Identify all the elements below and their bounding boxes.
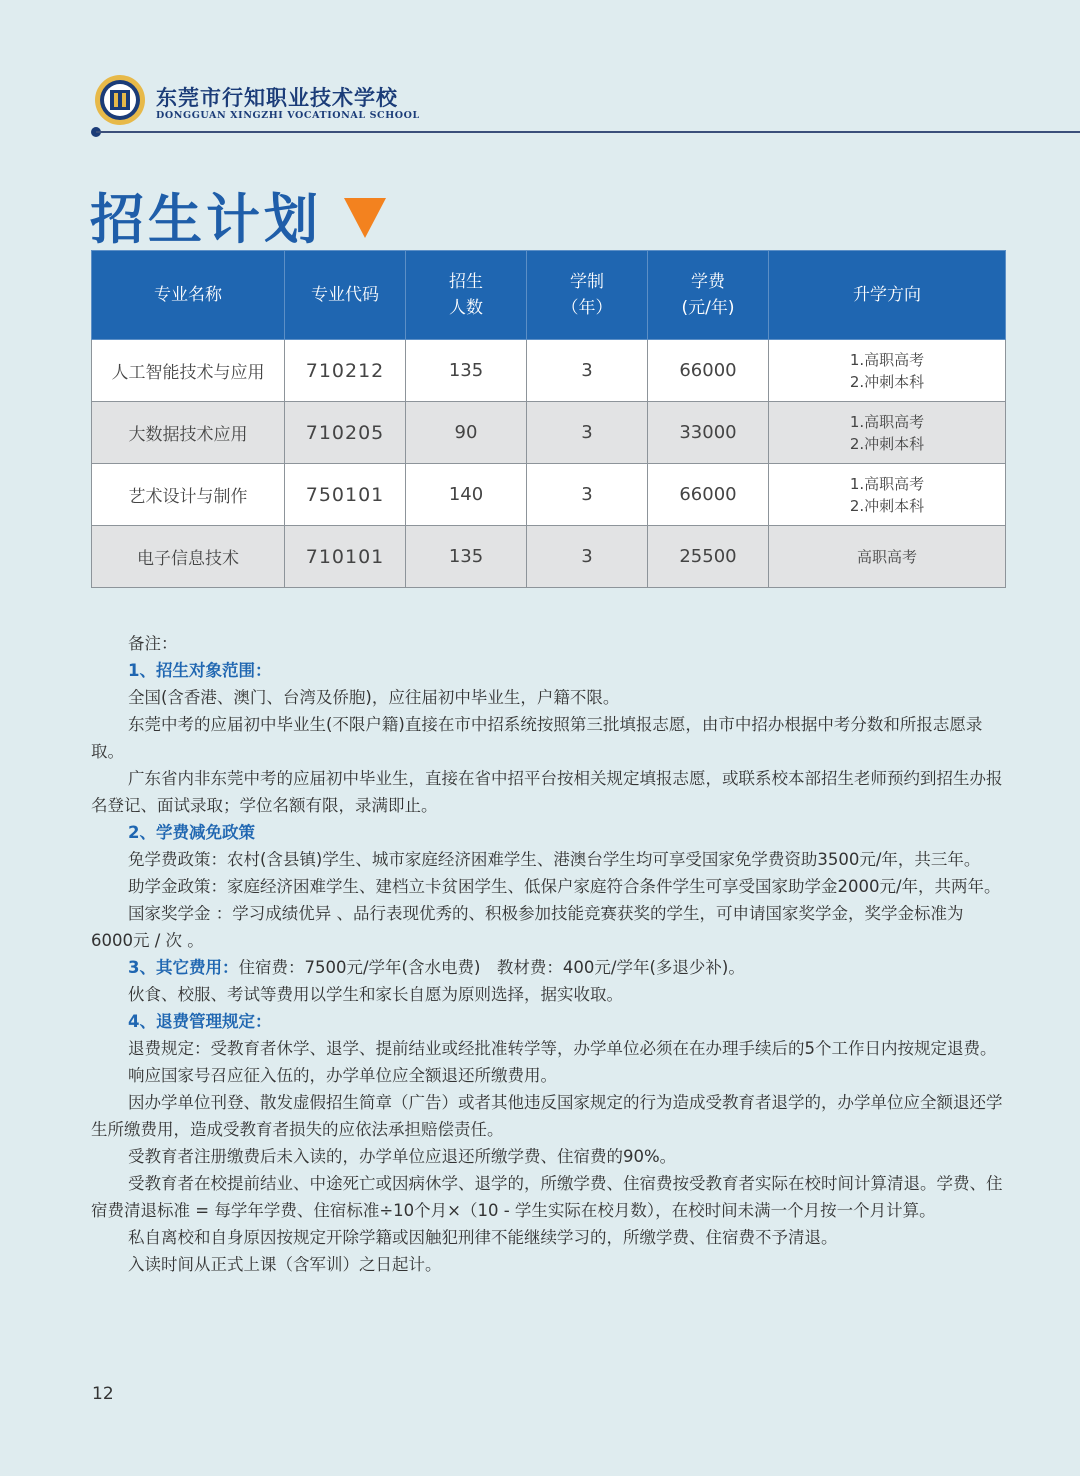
cell-fee: 66000 <box>648 340 769 402</box>
table-header-row <box>92 251 1006 340</box>
cell-direction: 1.高职高考 2.冲刺本科 <box>769 402 1006 464</box>
notes-paragraph: 广东省内非东莞中考的应届初中毕业生，直接在省中招平台按相关规定填报志愿，或联系校本部招生老师预约到招生办报名登记、面试录取；学位名额有限，录满即止。 <box>91 769 1003 815</box>
notes-paragraph: 退费规定：受教育者休学、退学、提前结业或经批准转学等，办学单位必须在在办理手续后的5个工作日内按规定退费。 <box>128 1039 997 1058</box>
enrollment-plan-table <box>91 250 1006 588</box>
notes-paragraph: 免学费政策：农村(含县镇)学生、城市家庭经济困难学生、港澳台学生均可享受国家免学费资助3500元/年，共三年。 <box>128 850 981 869</box>
notes-paragraph-3 <box>91 954 1005 981</box>
cell-major: 电子信息技术 <box>92 526 285 588</box>
cell-count: 90 <box>406 402 527 464</box>
notes-paragraph: 因办学单位刊登、散发虚假招生简章（广告）或者其他违反国家规定的行为造成受教育者退学的，办学单位应全额退还学生所缴费用，造成受教育者损失的应依法承担赔偿责任。 <box>91 1093 1003 1139</box>
cell-code: 750101 <box>285 464 406 526</box>
notes-paragraph: 受教育者注册缴费后未入读的，办学单位应退还所缴学费、住宿费的90%。 <box>128 1147 677 1166</box>
cell-count: 135 <box>406 526 527 588</box>
cell-direction: 1.高职高考 2.冲刺本科 <box>769 340 1006 402</box>
table-row <box>92 340 1006 402</box>
page-header <box>90 72 1080 142</box>
header-major: 专业名称 <box>92 251 285 340</box>
header-fee: 学费 (元/年) <box>648 251 769 340</box>
notes-paragraph: 伙食、校服、考试等费用以学生和家长自愿为原则选择，据实收取。 <box>128 985 623 1004</box>
notes-paragraph: 响应国家号召应征入伍的，办学单位应全额退还所缴费用。 <box>128 1066 557 1085</box>
notes-paragraph: 东莞中考的应届初中毕业生(不限户籍)直接在市中招系统按照第三批填报志愿，由市中招办根据中考分数和所报志愿录取。 <box>91 715 983 761</box>
header-divider <box>96 131 1080 133</box>
notes-label: 备注： <box>128 634 178 653</box>
cell-direction: 1.高职高考 2.冲刺本科 <box>769 464 1006 526</box>
cell-years: 3 <box>527 402 648 464</box>
notes-inline-text: 住宿费：7500元/学年(含水电费) 教材费：400元/学年(多退少补)。 <box>238 958 745 977</box>
cell-code: 710101 <box>285 526 406 588</box>
cell-major: 大数据技术应用 <box>92 402 285 464</box>
cell-years: 3 <box>527 526 648 588</box>
cell-count: 135 <box>406 340 527 402</box>
page-number: 12 <box>92 1384 114 1404</box>
notes-heading-4: 4、退费管理规定： <box>128 1012 272 1031</box>
cell-major: 艺术设计与制作 <box>92 464 285 526</box>
cell-count: 140 <box>406 464 527 526</box>
notes-heading-2: 2、学费减免政策 <box>128 823 255 842</box>
school-name-en: DONGGUAN XINGZHI VOCATIONAL SCHOOL <box>156 110 420 121</box>
table-row <box>92 526 1006 588</box>
header-code: 专业代码 <box>285 251 406 340</box>
notes-paragraph: 入读时间从正式上课（含军训）之日起计。 <box>128 1255 442 1274</box>
cell-code: 710205 <box>285 402 406 464</box>
section-title: 招生计划 <box>90 187 322 251</box>
notes-heading-1: 1、招生对象范围： <box>128 661 272 680</box>
cell-fee: 25500 <box>648 526 769 588</box>
notes-paragraph: 助学金政策：家庭经济困难学生、建档立卡贫困学生、低保户家庭符合条件学生可享受国家助学金2000元/年，共两年。 <box>128 877 1001 896</box>
cell-years: 3 <box>527 340 648 402</box>
notes-paragraph: 国家奖学金 ：学习成绩优异 、品行表现优秀的、积极参加技能竞赛获奖的学生，可申请国家奖学金，奖学金标准为6000元 / 次 。 <box>91 904 964 950</box>
notes-heading-3: 3、其它费用： <box>128 958 239 977</box>
cell-direction: 高职高考 <box>769 526 1006 588</box>
cell-code: 710212 <box>285 340 406 402</box>
school-logo-icon <box>94 74 146 126</box>
cell-major: 人工智能技术与应用 <box>92 340 285 402</box>
school-name-cn: 东莞市行知职业技术学校 <box>156 85 398 110</box>
cell-fee: 33000 <box>648 402 769 464</box>
header-years: 学制 （年） <box>527 251 648 340</box>
notes-paragraph: 私自离校和自身原因按规定开除学籍或因触犯刑律不能继续学习的，所缴学费、住宿费不予清退。 <box>128 1228 838 1247</box>
header-count: 招生 人数 <box>406 251 527 340</box>
triangle-down-icon <box>344 198 386 238</box>
table-row <box>92 464 1006 526</box>
cell-years: 3 <box>527 464 648 526</box>
cell-fee: 66000 <box>648 464 769 526</box>
notes-paragraph: 受教育者在校提前结业、中途死亡或因病休学、退学的，所缴学费、住宿费按受教育者实际在校时间计算清退。学费、住宿费清退标准 = 每学年学费、住宿标准÷10个月×（10 - 学生实际在校月数），在校时间未满一个月按一个月计算。 <box>91 1174 1003 1220</box>
notes-paragraph: 全国(含香港、澳门、台湾及侨胞)，应往届初中毕业生，户籍不限。 <box>128 688 620 707</box>
table-row <box>92 402 1006 464</box>
header-direction: 升学方向 <box>769 251 1006 340</box>
notes-section <box>91 630 1005 1278</box>
